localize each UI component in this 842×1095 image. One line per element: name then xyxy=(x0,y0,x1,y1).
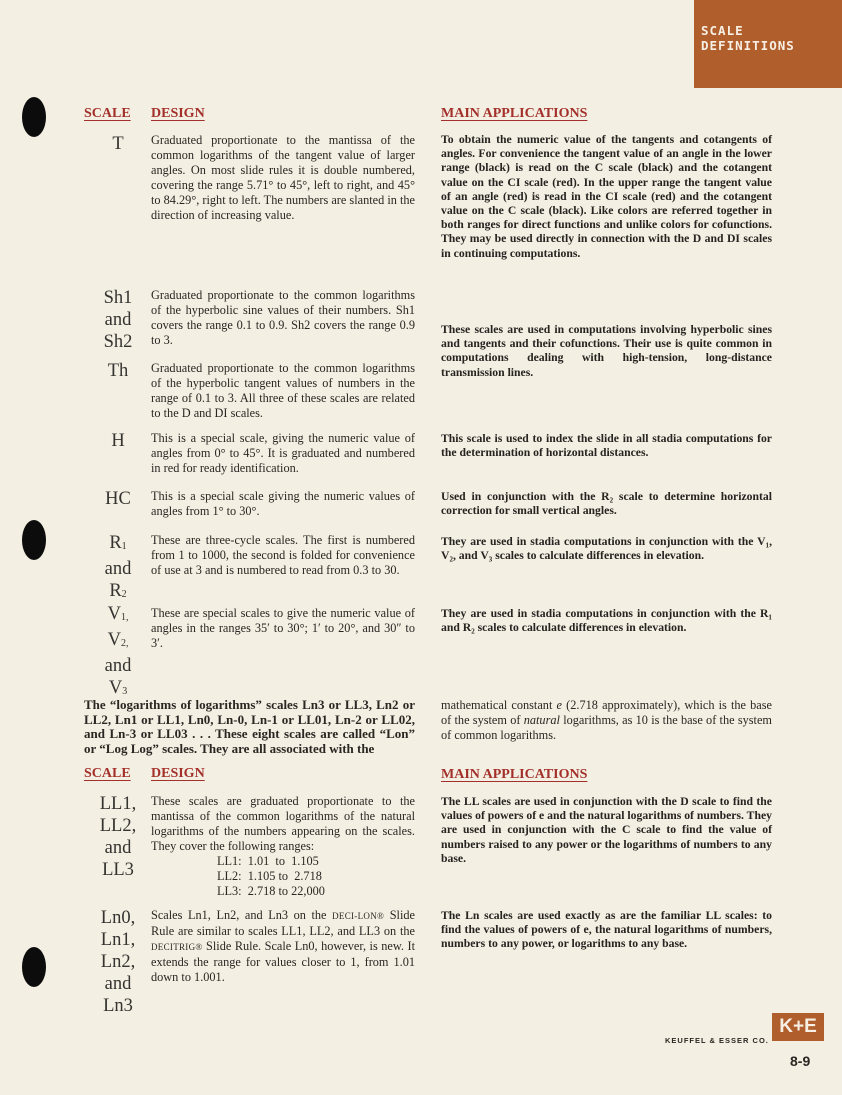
design-hc: This is a special scale giving the numeric values of angles from 1° to 30°. xyxy=(151,489,415,518)
scale-symbol-t: T xyxy=(112,134,124,154)
scale-symbol-sh1: Sh1 xyxy=(103,288,133,308)
scale-symbol-ln3: Ln3 xyxy=(103,996,133,1016)
scale-symbol-v xyxy=(86,603,150,703)
heading-scale-2: SCALE xyxy=(84,766,131,781)
design-ll xyxy=(151,794,415,899)
ll-range-3: LL3: 2.718 to 22,000 xyxy=(217,884,325,898)
scale-symbol-r xyxy=(86,532,150,606)
design-th: Graduated proportionate to the common logarithms of the hyperbolic tangent values of numbers in the range of 0.1 to 3. All three of these scales are related to the D and DI scales. xyxy=(151,361,415,420)
binder-hole-bottom xyxy=(22,947,46,987)
scale-symbol-r1: $R_1$ xyxy=(109,533,127,553)
heading-design: DESIGN xyxy=(151,106,205,121)
scale-symbol-r2: $R_2$ xyxy=(109,581,127,601)
application-ll: The LL scales are used in conjunction with the D scale to find the values of powers of e and the natural logarithms of numbers. They are used in conjunction with the C scale to find the value of numbers raised to any power or the logarithms of numbers to any base. xyxy=(441,795,772,865)
company-name: KEUFFEL & ESSER CO. xyxy=(665,1036,769,1045)
scale-symbol-r-and: and xyxy=(104,559,132,579)
design-h: This is a special scale, giving the numeric value of angles from 0° to 45°. It is graduated and numbered in red for ready identification. xyxy=(151,431,415,475)
heading-design-2: DESIGN xyxy=(151,766,205,781)
heading-scale: SCALE xyxy=(84,106,131,121)
scale-symbol-ll-and: and xyxy=(104,838,132,858)
loglog-intro-left: The “logarithms of logarithms” scales Ln3 or LL3, Ln2 or LL2, Ln1 or LL1, Ln0, Ln-0, Ln-1 or LL01, Ln-2 or LL02, and Ln-3 or LL03 . . . These eight scales are called “Lon” or “Log Log” scales. They are all associated with the xyxy=(84,697,415,756)
design-v: These are special scales to give the numeric value of angles in the ranges 35′ to 30°; 1′ to 20°, and 30″ to 3′. xyxy=(151,606,415,650)
scale-symbol-v1: $V_{1,}$ xyxy=(107,604,129,624)
heading-main-applications: MAIN APPLICATIONS xyxy=(441,106,588,121)
application-ln: The Ln scales are used exactly as are the familiar LL scales: to find the values of powers of e, the natural logarithms of numbers, numbers to any power, or logarithms to any base. xyxy=(441,909,772,951)
heading-main-applications-2: MAIN APPLICATIONS xyxy=(441,767,588,782)
application-r: They are used in stadia computations in conjunction with the V₁, V₂, and V₃ scales to calculate differences in elevation. xyxy=(441,535,772,563)
binder-hole-middle xyxy=(22,520,46,560)
application-h: This scale is used to index the slide in all stadia computations for the determination of horizontal distances. xyxy=(441,432,772,460)
scale-symbol-sh xyxy=(86,287,150,353)
ll-ranges xyxy=(217,854,415,899)
scale-symbol-ll3: LL3 xyxy=(102,860,134,880)
ll-range-2: LL2: 1.105 to 2.718 xyxy=(217,869,322,883)
application-v: They are used in stadia computations in conjunction with the R₁ and R₂ scales to calculate differences in elevation. xyxy=(441,607,772,635)
application-sh-th: These scales are used in computations involving hyperbolic sines and tangents and their cofunctions. Their use is quite common in computations dealing with high-tension, long-distance transmission lines. xyxy=(441,323,772,379)
section-tab xyxy=(694,0,842,88)
scale-symbol-hc: HC xyxy=(105,489,131,509)
scale-symbol-ll1: LL1, xyxy=(99,794,137,814)
scale-symbol-ln0: Ln0, xyxy=(100,908,136,928)
scale-symbol-th: Th xyxy=(107,361,129,381)
application-t: To obtain the numeric value of the tangents and cotangents of angles. For convenience the tangent value of an angle in the lower range (black) is read on the C scale (black) and the cotangent value on the CI scale (red). In the upper range the tangent value of an angle (red) is read in the CI scale (red) and the cotangent value on the C scale (black). Like colors are referred together in both ranges for direct functions and unlike colors for cofunctions. They may be used directly in connection with the D and DI scales in continuing computations. xyxy=(441,133,772,260)
ke-logo: K+E xyxy=(772,1013,824,1041)
scale-symbol-v-and: and xyxy=(104,656,132,676)
scale-symbol-ln2: Ln2, xyxy=(100,952,136,972)
design-r: These are three-cycle scales. The first is numbered from 1 to 1000, the second is folded for convenience of use at 3 and is numbered to read from 0.3 to 30. xyxy=(151,533,415,577)
scale-symbol-ln xyxy=(86,907,150,1017)
page-number: 8-9 xyxy=(790,1053,811,1069)
scale-symbol-ll2: LL2, xyxy=(99,816,137,836)
binder-hole-top xyxy=(22,97,46,137)
scale-symbol-sh-and: and xyxy=(104,310,132,330)
scale-symbol-ln1: Ln1, xyxy=(100,930,136,950)
scale-symbol-v3: $V_3$ xyxy=(108,678,128,698)
section-tab-label: SCALE DEFINITIONS xyxy=(701,23,795,53)
scale-symbol-v2: $V_{2,}$ xyxy=(107,630,129,650)
scale-symbol-ll xyxy=(86,793,150,881)
design-sh: Graduated proportionate to the common logarithms of the hyperbolic sine values of their numbers. Sh1 covers the range 0.1 to 0.9. Sh2 covers the range 0.9 to 3. xyxy=(151,288,415,347)
ll-range-1: LL1: 1.01 to 1.105 xyxy=(217,854,319,868)
scale-symbol-h: H xyxy=(111,431,125,451)
design-t: Graduated proportionate to the mantissa of the common logarithms of the tangent value of larger angles. On most slide rules it is double numbered, covering the range 5.71° to 45°, left to right, and 45° to 84.29°, right to left. The numbers are slanted in the direction of increasing value. xyxy=(151,133,415,222)
scale-symbol-ln-and: and xyxy=(104,974,132,994)
design-ll-text: These scales are graduated proportionate to the mantissa of the common logarithms of the natural logarithms of the numbers appearing on the scales. They cover the following ranges: xyxy=(151,794,415,853)
application-hc: Used in conjunction with the R₂ scale to determine horizontal correction for small vertical angles. xyxy=(441,490,772,518)
loglog-intro-right: mathematical constant e (2.718 approximately), which is the base of the system of natural logarithms, as 10 is the base of the system of common logarithms. xyxy=(441,698,772,742)
design-ln: Scales Ln1, Ln2, and Ln3 on the DECI-LON® Slide Rule are similar to scales LL1, LL2, and LL3 on the DECITRIG® Slide Rule. Scale Ln0, however, is new. It extends the range for values closer to 1, from 1.01 down to 1.001. xyxy=(151,908,415,984)
scale-symbol-sh2: Sh2 xyxy=(103,332,133,352)
